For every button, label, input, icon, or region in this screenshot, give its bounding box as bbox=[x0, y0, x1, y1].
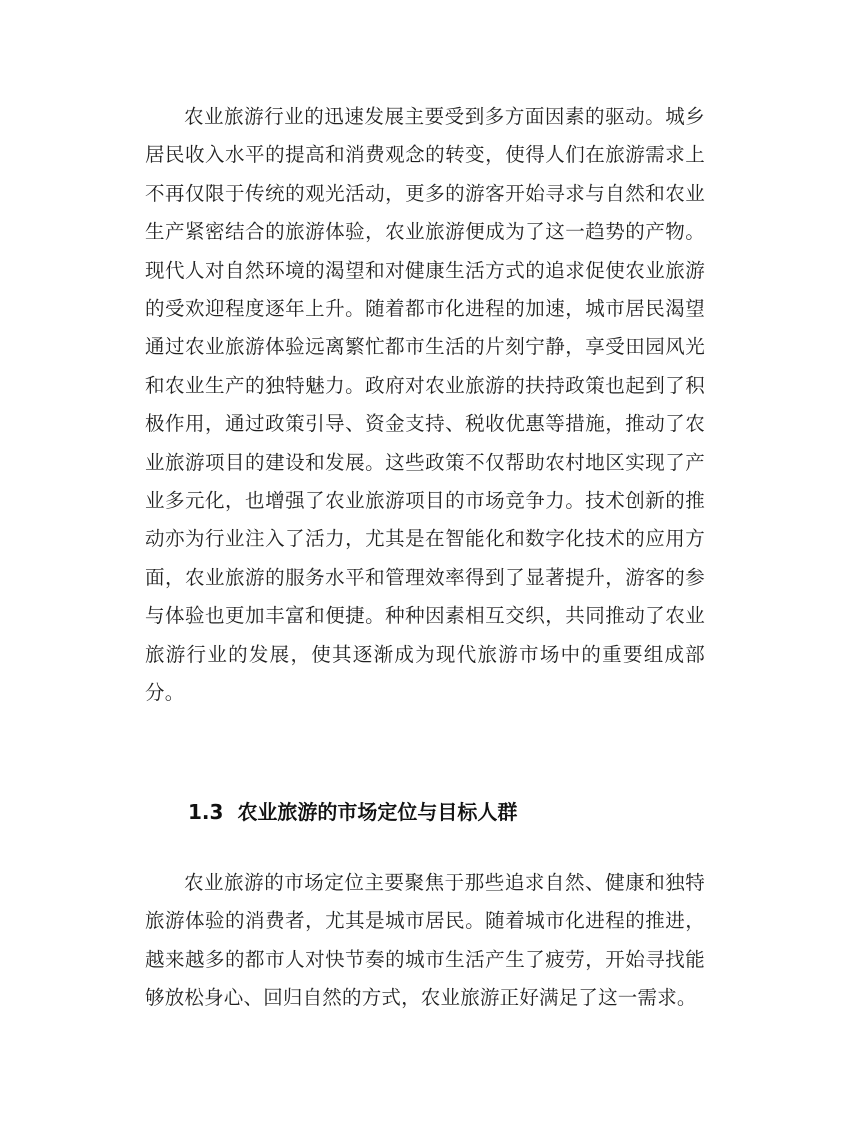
section-number: 1.3 bbox=[188, 800, 224, 824]
section-heading bbox=[188, 796, 517, 828]
body-paragraph-2: 农业旅游的市场定位主要聚焦于那些追求自然、健康和独特旅游体验的消费者，尤其是城市居民。随着城市化进程的推进，越来越多的都市人对快节奏的城市生活产生了疲劳，开始寻找能够放松身心、回归自然的方式，农业旅游正好满足了这一需求。 bbox=[145, 871, 705, 1010]
body-paragraph-1: 农业旅游行业的迅速发展主要受到多方面因素的驱动。城乡居民收入水平的提高和消费观念的转变，使得人们在旅游需求上不再仅限于传统的观光活动，更多的游客开始寻求与自然和农业生产紧密结合的旅游体验，农业旅游便成为了这一趋势的产物。现代人对自然环境的渴望和对健康生活方式的追求促使农业旅游的受欢迎程度逐年上升。随着都市化进程的加速，城市居民渴望通过农业旅游体验远离繁忙都市生活的片刻宁静，享受田园风光和农业生产的独特魅力。政府对农业旅游的扶持政策也起到了积极作用，通过政策引导、资金支持、税收优惠等措施，推动了农业旅游项目的建设和发展。这些政策不仅帮助农村地区实现了产业多元化，也增强了农业旅游项目的市场竞争力。技术创新的推动亦为行业注入了活力，尤其是在智能化和数字化技术的应用方面，农业旅游的服务水平和管理效率得到了显著提升，游客的参与体验也更加丰富和便捷。种种因素相互交织，共同推动了农业旅游行业的发展，使其逐渐成为现代旅游市场中的重要组成部分。 bbox=[145, 105, 705, 705]
section-title: 农业旅游的市场定位与目标人群 bbox=[237, 800, 518, 824]
